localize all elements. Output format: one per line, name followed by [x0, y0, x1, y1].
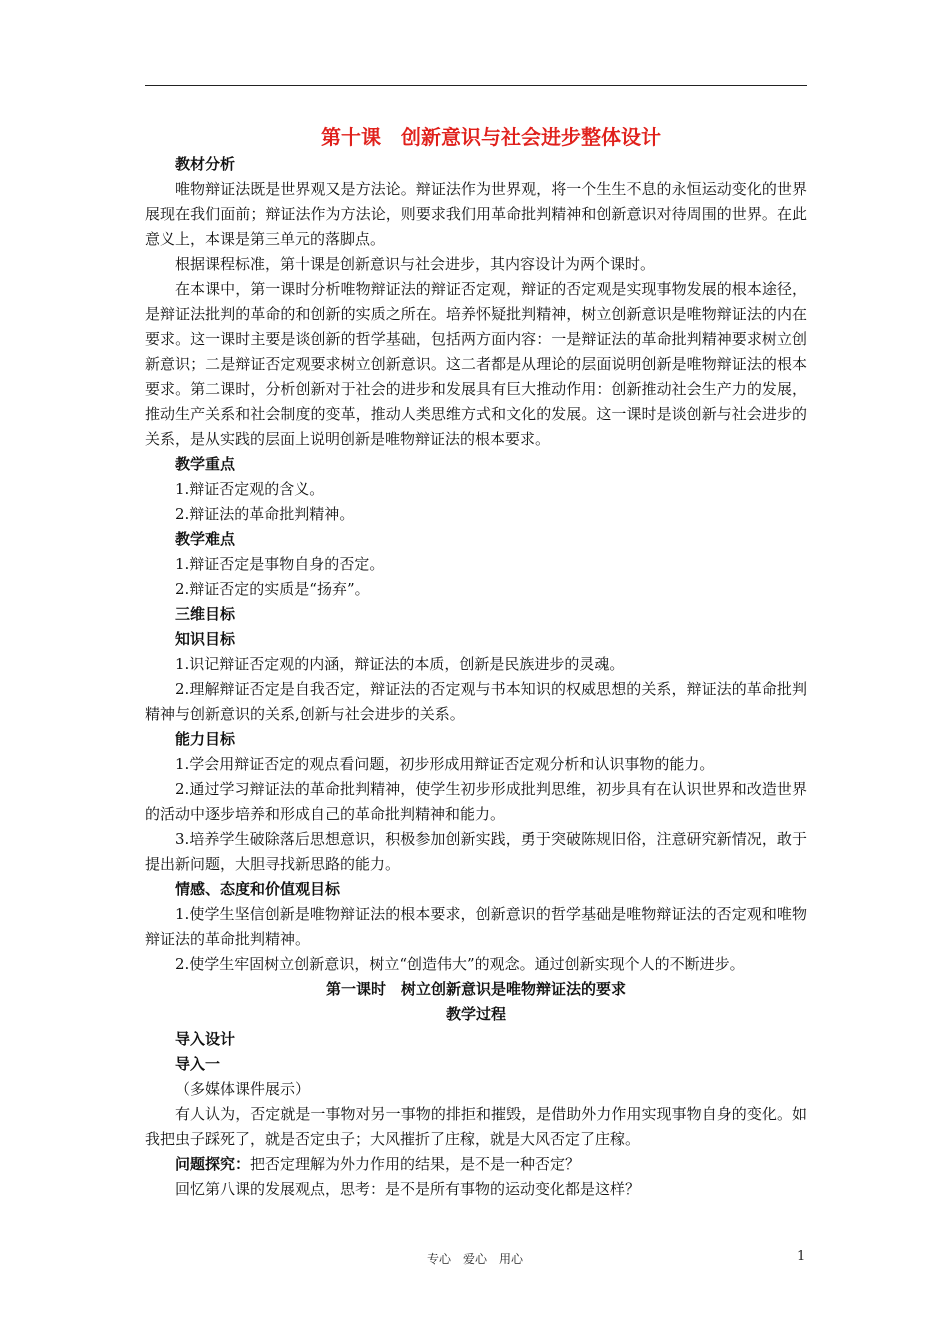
list-item: 2.辩证法的革命批判精神。 [175, 505, 355, 523]
question-label: 问题探究： [175, 1155, 251, 1173]
list-item: 2.理解辩证否定是自我否定，辩证法的否定观与书本知识的权威思想的关系，辩证法的革命批判精神与创新意识的关系,创新与社会进步的关系。 [145, 680, 807, 723]
list-item: 2.使学生牢固树立创新意识，树立“创造伟大”的观念。通过创新实现个人的不断进步。 [175, 955, 745, 973]
section-heading: 教学重点 [175, 455, 236, 473]
lesson-heading: 第一课时 树立创新意识是唯物辩证法的要求 [325, 980, 626, 998]
paragraph: 有人认为，否定就是一事物对另一事物的排拒和摧毁，是借助外力作用实现事物自身的变化。如我把虫子踩死了，就是否定虫子；大风摧折了庄稼，就是大风否定了庄稼。 [145, 1105, 807, 1148]
list-item: 2.通过学习辩证法的革命批判精神，使学生初步形成批判思维，初步具有在认识世界和改造世界的活动中逐步培养和形成自己的革命批判精神和能力。 [145, 780, 807, 823]
section-heading: 三维目标 [175, 605, 236, 623]
paragraph: 唯物辩证法既是世界观又是方法论。辩证法作为世界观，将一个生生不息的永恒运动变化的世界展现在我们面前；辩证法作为方法论，则要求我们用革命批判精神和创新意识对待周围的世界。在此意义上，本课是第三单元的落脚点。 [145, 180, 807, 248]
list-item: 1.辩证否定观的含义。 [175, 480, 325, 498]
subsection-heading: 情感、态度和价值观目标 [175, 880, 341, 898]
subsection-heading: 知识目标 [175, 630, 236, 648]
page-footer: 专心 爱心 用心 [426, 1252, 523, 1266]
list-item: 2.辩证否定的实质是“扬弃”。 [175, 580, 370, 598]
section-heading: 教材分析 [175, 155, 236, 173]
subsection-heading: 能力目标 [175, 730, 236, 748]
paragraph: （多媒体课件展示） [175, 1080, 311, 1098]
subsection-heading: 导入一 [175, 1055, 221, 1073]
paragraph: 在本课中，第一课时分析唯物辩证法的辩证否定观，辩证的否定观是实现事物发展的根本途径，是辩证法批判的革命的和创新的实质之所在。培养怀疑批判精神，树立创新意识是唯物辩证法的内在要求。这一课时主要是谈创新的哲学基础，包括两方面内容：一是辩证法的革命批判精神要求树立创新意识；二是辩证否定观要求树立创新意识。这二者都是从理论的层面说明创新是唯物辩证法的根本要求。第二课时，分析创新对于社会的进步和发展具有巨大推动作用：创新推动社会生产力的发展，推动生产关系和社会制度的变革，推动人类思维方式和文化的发展。这一课时是谈创新与社会进步的关系，是从实践的层面上说明创新是唯物辩证法的根本要求。 [145, 280, 807, 448]
question-paragraph [145, 1152, 807, 1177]
section-heading: 导入设计 [175, 1030, 236, 1048]
question-text: 把否定理解为外力作用的结果，是不是一种否定？ [250, 1155, 581, 1173]
header-rule [145, 85, 807, 86]
paragraph: 根据课程标准，第十课是创新意识与社会进步，其内容设计为两个课时。 [175, 255, 656, 273]
section-heading: 教学难点 [175, 530, 236, 548]
list-item: 1.学会用辩证否定的观点看问题，初步形成用辩证否定观分析和认识事物的能力。 [175, 755, 715, 773]
process-heading: 教学过程 [445, 1005, 506, 1023]
document-body [145, 122, 807, 1202]
list-item: 3.培养学生破除落后思想意识，积极参加创新实践，勇于突破陈规旧俗，注意研究新情况，敢于提出新问题，大胆寻找新思路的能力。 [145, 830, 807, 873]
paragraph: 回忆第八课的发展观点，思考：是不是所有事物的运动变化都是这样？ [175, 1180, 641, 1198]
page-title: 第十课 创新意识与社会进步整体设计 [321, 125, 661, 149]
list-item: 1.识记辩证否定观的内涵，辩证法的本质，创新是民族进步的灵魂。 [175, 655, 625, 673]
list-item: 1.辩证否定是事物自身的否定。 [175, 555, 385, 573]
list-item: 1.使学生坚信创新是唯物辩证法的根本要求，创新意识的哲学基础是唯物辩证法的否定观和唯物辩证法的革命批判精神。 [145, 905, 807, 948]
page-number: 1 [797, 1249, 806, 1264]
